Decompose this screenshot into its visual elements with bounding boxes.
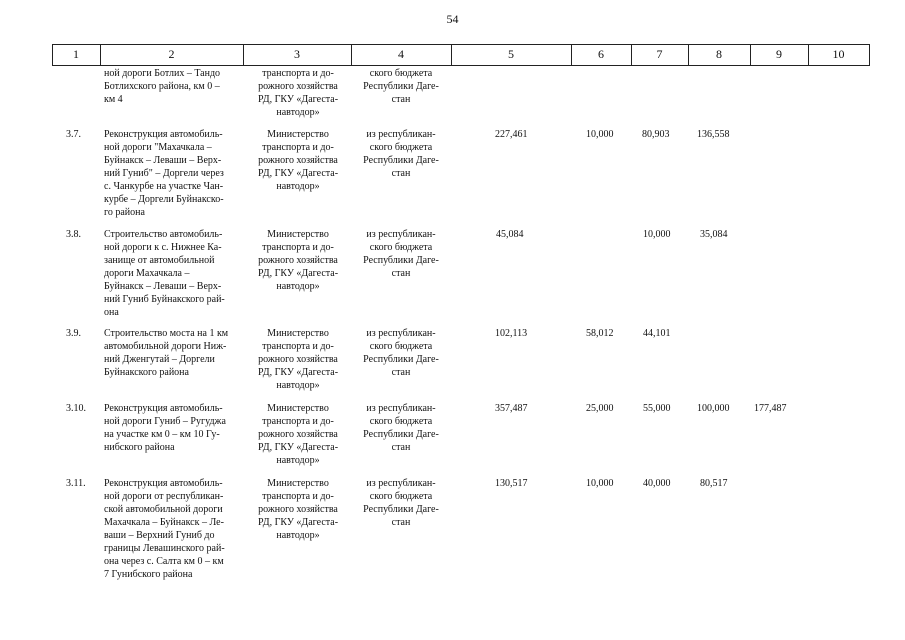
row-value-col7: 80,903 (642, 129, 670, 140)
row-name: Строительство автомобиль- ной дороги к с. Нижнее Ка- занище от автомобильной дороги Махачкала – Буйнакск – Леваши – Верх- ний Гуниб Буйнакского рай- она (104, 229, 225, 318)
row-executor: Министерство транспорта и до- рожного хозяйства РД, ГКУ «Дагеста- навтодор» (257, 129, 339, 192)
header-bottom-border (52, 65, 870, 66)
row-value-col8: 35,084 (700, 229, 728, 240)
header-top-border (52, 44, 870, 45)
row-value-col5: 130,517 (495, 478, 528, 489)
column-header-10: 10 (832, 47, 845, 61)
row-number: 3.7. (66, 129, 81, 140)
column-header-7: 7 (656, 47, 663, 61)
header-divider (869, 44, 870, 65)
row-value-col5: 227,461 (495, 129, 528, 140)
row-name: Реконструкция автомобиль- ной дороги "Махачкала – Буйнакск – Леваши – Верх- ний Гуниб" – Доргели через с. Чанкурбе на участке Чан- курбе – Доргели Буйнакско- го района (104, 129, 224, 218)
page-number: 54 (446, 12, 459, 26)
row-executor: Министерство транспорта и до- рожного хозяйства РД, ГКУ «Дагеста- навтодор» (257, 229, 339, 292)
row-value-col5: 357,487 (495, 403, 528, 414)
row-value-col6: 10,000 (586, 478, 614, 489)
column-header-8: 8 (716, 47, 722, 61)
row-number: 3.9. (66, 328, 81, 339)
row-executor: Министерство транспорта и до- рожного хозяйства РД, ГКУ «Дагеста- навтодор» (257, 328, 339, 391)
row-value-col8: 100,000 (697, 403, 730, 414)
row-value-col9: 177,487 (754, 403, 787, 414)
row-source: из республикан- ского бюджета Республики Даге- стан (363, 328, 439, 378)
row-source: из республикан- ского бюджета Республики Даге- стан (363, 129, 439, 179)
column-header-1: 1 (73, 47, 79, 61)
column-header-3: 3 (294, 47, 300, 61)
row-value-col5: 45,084 (496, 229, 524, 240)
row-value-col8: 136,558 (697, 129, 730, 140)
row-source: из республикан- ского бюджета Республики Даге- стан (363, 229, 439, 279)
continuation-source: ского бюджета Республики Даге- стан (363, 68, 439, 105)
row-value-col6: 58,012 (586, 328, 614, 339)
continuation-executor: транспорта и до- рожного хозяйства РД, ГКУ «Дагеста- навтодор» (257, 68, 339, 118)
row-value-col7: 55,000 (643, 403, 671, 414)
column-header-4: 4 (398, 47, 404, 61)
row-value-col7: 40,000 (643, 478, 671, 489)
row-value-col7: 44,101 (643, 328, 671, 339)
row-name: Реконструкция автомобиль- ной дороги Гуниб – Ругуджа на участке км 0 – км 10 Гу- нибского района (104, 403, 226, 453)
column-header-2: 2 (168, 47, 175, 61)
row-executor: Министерство транспорта и до- рожного хозяйства РД, ГКУ «Дагеста- навтодор» (257, 403, 339, 466)
row-executor: Министерство транспорта и до- рожного хозяйства РД, ГКУ «Дагеста- навтодор» (257, 478, 339, 541)
row-value-col8: 80,517 (700, 478, 728, 489)
row-value-col7: 10,000 (643, 229, 671, 240)
row-number: 3.10. (66, 403, 86, 414)
row-value-col6: 25,000 (586, 403, 614, 414)
continuation-name: ной дороги Ботлих – Тандо Ботлихского района, км 0 – км 4 (104, 68, 221, 105)
row-name: Строительство моста на 1 км автомобильной дороги Ниж- ний Дженгутай – Доргели Буйнакского района (104, 328, 229, 378)
column-header-9: 9 (776, 47, 782, 61)
row-number: 3.8. (66, 229, 81, 240)
row-name: Реконструкция автомобиль- ной дороги от республикан- ской автомобильной дороги Махачкала – Буйнакск – Ле- ваши – Верхний Гуниб до границы Левашинского рай- она через с. Салта км 0 – км 7 Гунибского района (104, 478, 225, 580)
row-source: из республикан- ского бюджета Республики Даге- стан (363, 478, 439, 528)
column-header-6: 6 (598, 47, 604, 61)
row-value-col5: 102,113 (495, 328, 528, 339)
row-number: 3.11. (66, 478, 86, 489)
row-value-col6: 10,000 (586, 129, 614, 140)
row-source: из республикан- ского бюджета Республики Даге- стан (363, 403, 439, 453)
column-header-5: 5 (508, 47, 514, 61)
